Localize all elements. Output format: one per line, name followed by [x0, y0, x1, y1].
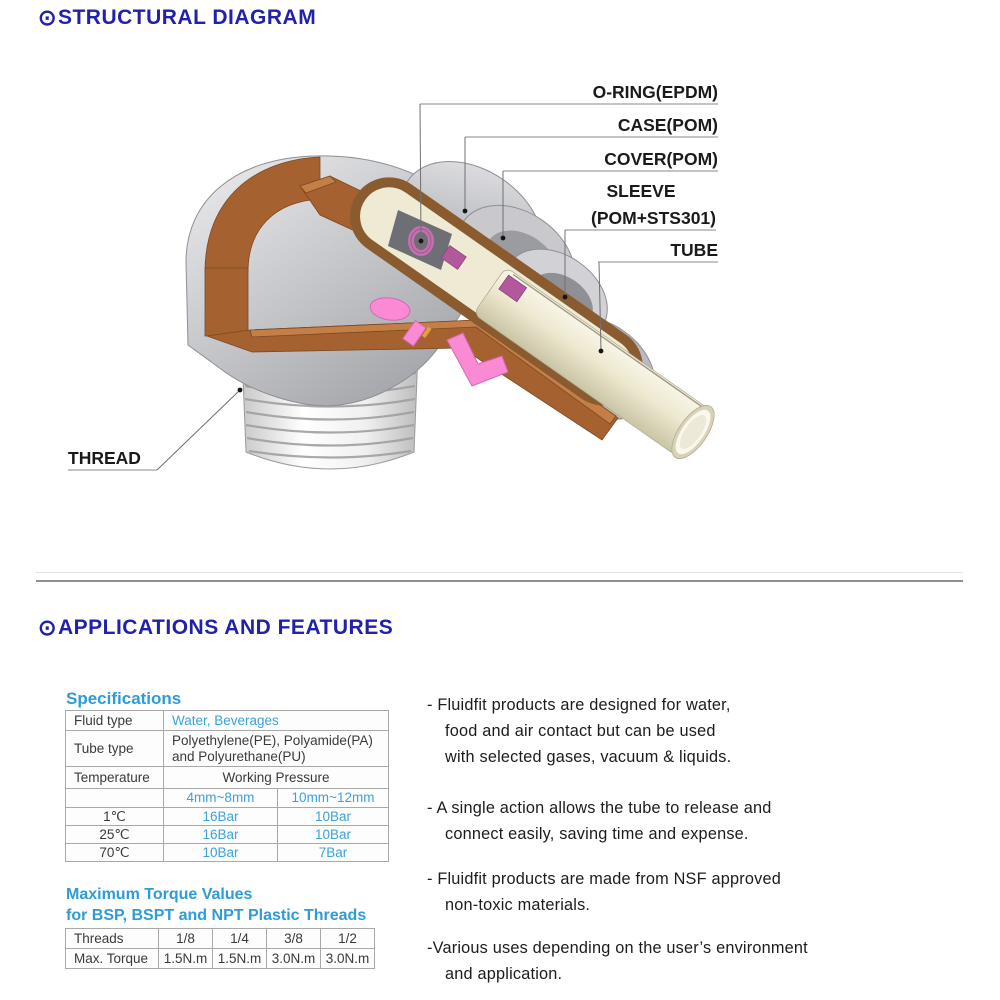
list-item [427, 866, 972, 918]
torque-value-2: 1.5N.m [213, 949, 267, 969]
spec-temp-1: 1℃ [66, 808, 164, 826]
torque-table-title [66, 884, 366, 926]
divider-highlight [36, 572, 963, 573]
label-sleeve-line1: SLEEVE [606, 181, 676, 201]
bullseye-icon: ⊙ [38, 615, 57, 640]
bullseye-icon: ⊙ [38, 5, 57, 30]
table-row [66, 731, 389, 767]
torque-title-line1: Maximum Torque Values [66, 886, 253, 903]
table-row [66, 844, 389, 862]
spec-tube-type-value [164, 731, 389, 767]
feature-line: with selected gases, vacuum & liquids. [445, 748, 732, 766]
spec-temp-25-p2: 10Bar [278, 826, 389, 844]
torque-value-1: 1.5N.m [159, 949, 213, 969]
torque-value-3: 3.0N.m [267, 949, 321, 969]
list-item [427, 692, 972, 770]
tube-type-line2: and Polyurethane(PU) [172, 748, 306, 764]
torque-size-2: 1/4 [213, 929, 267, 949]
spec-tube-type-label: Tube type [66, 731, 164, 767]
spec-fluid-type-label: Fluid type [66, 711, 164, 731]
torque-size-4: 1/2 [321, 929, 375, 949]
feature-line: - Fluidfit products are made from NSF approved [427, 870, 781, 888]
label-case: CASE(POM) [617, 115, 718, 135]
torque-threads-label: Threads [66, 929, 159, 949]
spec-temp-1-p1: 16Bar [164, 808, 278, 826]
table-row [66, 929, 375, 949]
features-list [427, 692, 972, 987]
torque-size-3: 3/8 [267, 929, 321, 949]
feature-line: and application. [445, 965, 563, 983]
label-sleeve-line2: (POM+STS301) [591, 208, 716, 228]
spec-size-col2: 10mm~12mm [278, 789, 389, 808]
table-row [66, 711, 389, 731]
feature-line: - A single action allows the tube to release and [427, 799, 772, 817]
structural-heading-text: STRUCTURAL DIAGRAM [57, 6, 317, 29]
section-divider [36, 580, 963, 582]
feature-line: food and air contact but can be used [445, 722, 716, 740]
torque-value-4: 3.0N.m [321, 949, 375, 969]
table-row [66, 767, 389, 789]
table-row [66, 826, 389, 844]
torque-title-line2: for BSP, BSPT and NPT Plastic Threads [66, 907, 367, 924]
feature-line: -Various uses depending on the user’s environment [427, 939, 808, 957]
torque-table [65, 928, 375, 969]
feature-line: non-toxic materials. [445, 896, 591, 914]
spec-temperature-label: Temperature [66, 767, 164, 789]
spec-fluid-type-value: Water, Beverages [164, 711, 389, 731]
label-cover: COVER(POM) [604, 149, 718, 169]
spec-temp-25-p1: 16Bar [164, 826, 278, 844]
label-o-ring: O-RING(EPDM) [592, 82, 718, 102]
spec-temp-70-p2: 7Bar [278, 844, 389, 862]
spec-table [65, 710, 389, 862]
table-row [66, 789, 389, 808]
spec-temp-25: 25℃ [66, 826, 164, 844]
spec-temp-1-p2: 10Bar [278, 808, 389, 826]
torque-max-label: Max. Torque [66, 949, 159, 969]
applications-features-heading [38, 616, 393, 640]
tube-type-line1: Polyethylene(PE), Polyamide(PA) [172, 732, 373, 748]
applications-heading-text: APPLICATIONS AND FEATURES [57, 616, 394, 639]
feature-line: connect easily, saving time and expense. [445, 825, 749, 843]
feature-line: - Fluidfit products are designed for water, [427, 696, 731, 714]
spec-temp-70-p1: 10Bar [164, 844, 278, 862]
torque-size-1: 1/8 [159, 929, 213, 949]
label-thread: THREAD [68, 448, 141, 468]
list-item [427, 795, 972, 847]
spec-temp-70: 70℃ [66, 844, 164, 862]
spec-table-title: Specifications [66, 689, 182, 708]
list-item [427, 935, 972, 987]
table-row [66, 949, 375, 969]
spec-empty-cell [66, 789, 164, 808]
spec-working-pressure-label: Working Pressure [164, 767, 389, 789]
label-tube: TUBE [670, 240, 718, 260]
table-row [66, 808, 389, 826]
spec-size-col1: 4mm~8mm [164, 789, 278, 808]
